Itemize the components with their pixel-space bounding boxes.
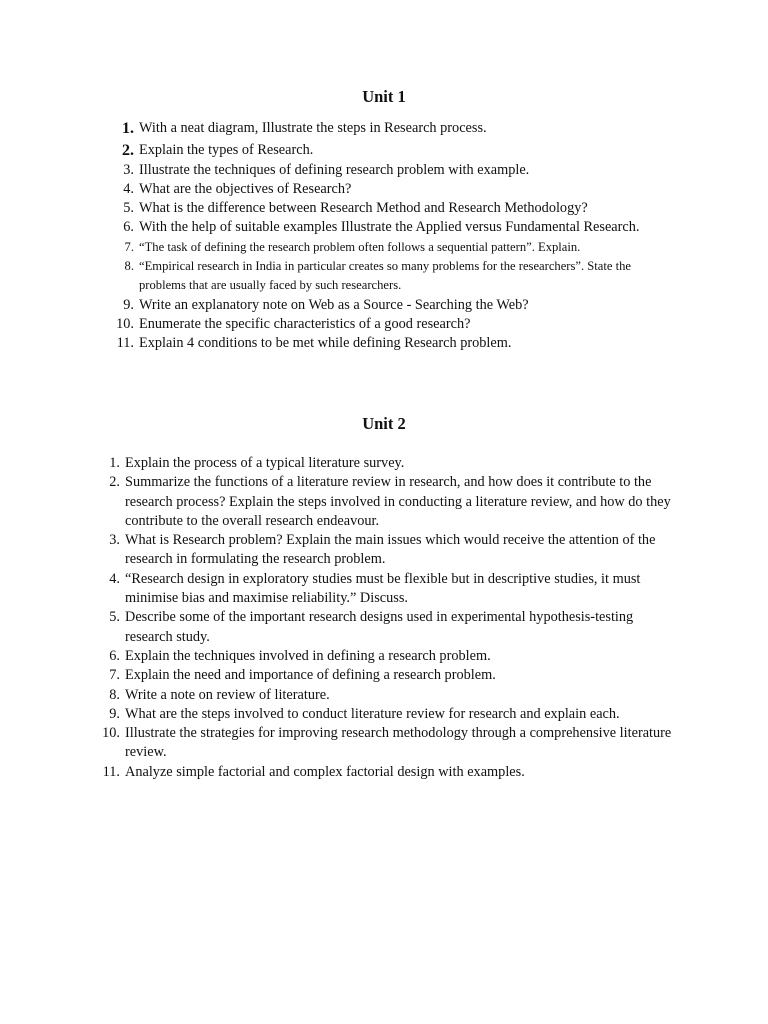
question-number: 4. — [109, 570, 120, 587]
question-item — [116, 334, 679, 353]
question-number: 1. — [122, 120, 134, 137]
question-item — [109, 570, 680, 609]
unit1-question-list — [116, 119, 679, 354]
question-number: 2. — [122, 142, 134, 160]
question-text: “Research design in exploratory studies must be flexible but in descriptive studies, it must minimise bias and maximise reliability.” Discuss. — [125, 570, 641, 607]
question-item — [124, 257, 679, 296]
question-number: 6. — [123, 219, 134, 236]
question-item — [109, 531, 680, 570]
question-text: Explain the techniques involved in defining a research problem. — [125, 647, 491, 664]
question-item — [109, 608, 680, 647]
question-item — [109, 473, 680, 531]
question-text: What is the difference between Research Method and Research Methodology? — [139, 200, 588, 217]
question-item — [123, 180, 679, 199]
question-number: 10. — [102, 725, 120, 742]
unit2-title: Unit 2 — [362, 414, 406, 433]
question-number: 10. — [116, 315, 134, 332]
question-text: “Empirical research in India in particular creates so many problems for the researchers”. State the problems that are usually faced by such researchers. — [139, 259, 631, 293]
question-number: 7. — [124, 239, 134, 254]
question-text: With a neat diagram, Illustrate the steps in Research process. — [139, 120, 487, 136]
question-text: Explain the need and importance of defining a research problem. — [125, 667, 496, 684]
question-text: Analyze simple factorial and complex factorial design with examples. — [125, 763, 525, 780]
question-number: 4. — [123, 180, 134, 197]
question-text: Explain the process of a typical literature survey. — [125, 455, 405, 471]
question-number: 9. — [123, 296, 134, 313]
question-number: 5. — [109, 609, 120, 626]
question-item — [123, 296, 679, 315]
question-item — [123, 199, 679, 218]
unit2-question-list — [102, 454, 680, 782]
question-text: Write a note on review of literature. — [125, 686, 330, 703]
question-number: 8. — [124, 259, 134, 274]
question-number: 2. — [109, 474, 120, 491]
question-text: Explain the types of Research. — [139, 142, 314, 159]
question-item — [102, 724, 680, 763]
question-item — [122, 119, 679, 138]
question-number: 11. — [116, 335, 134, 352]
question-item — [109, 647, 680, 666]
question-text: What are the steps involved to conduct literature review for research and explain each. — [125, 705, 620, 722]
question-text: With the help of suitable examples Illustrate the Applied versus Fundamental Research. — [139, 219, 640, 236]
question-text: Illustrate the techniques of defining research problem with example. — [139, 161, 530, 178]
question-text: Summarize the functions of a literature review in research, and how does it contribute to the research process? Explain the steps involved in conducting a literature review, and how do they contribute to the overall research endeavour. — [125, 474, 671, 529]
question-item — [122, 141, 679, 160]
question-item — [123, 161, 679, 180]
question-number: 3. — [123, 161, 134, 178]
question-text: Explain 4 conditions to be met while defining Research problem. — [139, 335, 512, 352]
question-item — [116, 315, 679, 334]
question-item — [109, 686, 680, 705]
question-number: 11. — [102, 763, 120, 780]
question-text: What are the objectives of Research? — [139, 180, 352, 197]
unit1-title: Unit 1 — [362, 87, 406, 106]
question-item — [124, 238, 679, 257]
question-item — [109, 666, 680, 685]
question-number: 8. — [109, 686, 120, 703]
question-text: Illustrate the strategies for improving research methodology through a comprehensive literature review. — [125, 725, 672, 761]
question-text: Enumerate the specific characteristics of a good research? — [139, 315, 471, 332]
question-number: 3. — [109, 532, 120, 549]
question-item — [102, 763, 680, 782]
question-item — [109, 454, 680, 473]
question-item — [123, 218, 679, 237]
question-number: 1. — [109, 455, 120, 471]
question-text: “The task of defining the research problem often follows a sequential pattern”. Explain. — [139, 239, 581, 254]
question-number: 5. — [123, 200, 134, 217]
question-number: 7. — [109, 667, 120, 684]
question-number: 9. — [109, 705, 120, 722]
question-number: 6. — [109, 647, 120, 664]
question-text: What is Research problem? Explain the main issues which would receive the attention of the research in formulating the research problem. — [125, 532, 656, 568]
question-text: Write an explanatory note on Web as a Source - Searching the Web? — [139, 296, 529, 313]
question-text: Describe some of the important research designs used in experimental hypothesis-testing research study. — [125, 609, 634, 645]
question-item — [109, 705, 680, 724]
